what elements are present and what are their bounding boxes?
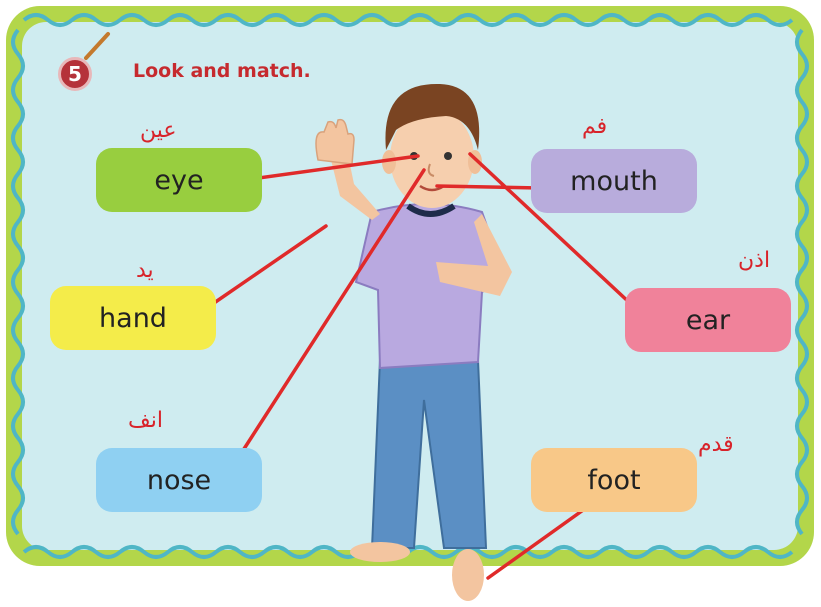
arabic-nose: انف [128, 408, 164, 433]
child-foot-right [452, 549, 484, 601]
child-eye-right [444, 152, 452, 160]
exercise-title: Look and match. [133, 60, 311, 82]
label-eye[interactable]: eye [96, 148, 262, 212]
arabic-hand: يد [136, 258, 154, 283]
child-foot-left [350, 542, 410, 562]
arabic-ear: اذن [738, 248, 771, 273]
label-nose[interactable]: nose [96, 448, 262, 512]
label-ear[interactable]: ear [625, 288, 791, 352]
exercise-number-badge: 5 [58, 57, 92, 91]
label-foot[interactable]: foot [531, 448, 697, 512]
arabic-eye: عين [140, 118, 177, 143]
match-line-mouth [437, 186, 540, 188]
label-hand[interactable]: hand [50, 286, 216, 350]
label-mouth[interactable]: mouth [531, 149, 697, 213]
arabic-mouth: فم [582, 114, 608, 139]
arabic-foot: قدم [698, 432, 734, 457]
